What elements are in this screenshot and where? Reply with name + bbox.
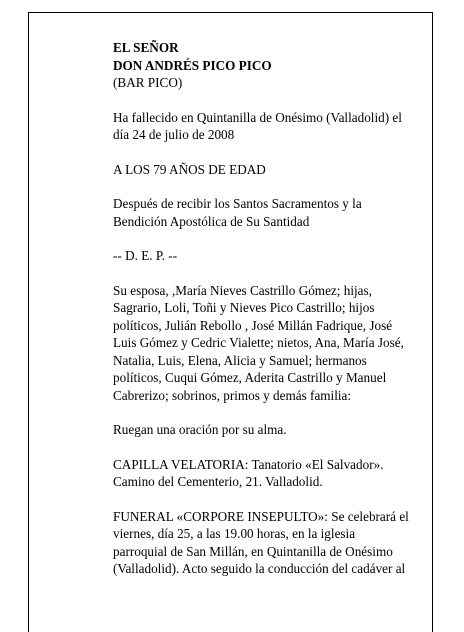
age-text: A LOS 79 AÑOS DE EDAD xyxy=(113,161,266,177)
death-notice-line: Ha fallecido en Quintanilla de Onésimo (Valladolid) el xyxy=(113,109,402,125)
sacraments-line: Bendición Apostólica de Su Santidad xyxy=(113,213,310,229)
family-line: políticos, Julián Rebollo , José Millán Fadrique, José xyxy=(113,317,393,333)
age-line xyxy=(113,161,423,179)
funeral-line: FUNERAL «CORPORE INSEPULTO»: Se celebrará el xyxy=(113,508,409,524)
family-line: Cabrerizo; sobrinos, primos y demás familia: xyxy=(113,387,352,403)
prayer-text: Ruegan una oración por su alma. xyxy=(113,422,287,437)
family-line: Natalia, Luis, Elena, Alicia y Samuel; hermanos xyxy=(113,352,367,368)
funeral-line: parroquial de San Millán, en Quintanilla de Onésimo xyxy=(113,543,393,559)
funeral-line: (Valladolid). Acto seguido la conducción del cadáver al xyxy=(113,561,406,576)
chapel-line: Camino del Cementerio, 21. Valladolid. xyxy=(113,474,323,489)
funeral-line: viernes, día 25, a las 19.00 horas, en la iglesia xyxy=(113,526,356,541)
deceased-business: (BAR PICO) xyxy=(113,75,183,90)
sacraments-paragraph xyxy=(113,195,423,230)
obituary-text xyxy=(113,39,423,595)
rip-text: -- D. E. P. -- xyxy=(113,248,178,263)
chapel-line: CAPILLA VELATORIA: Tanatorio «El Salvador». xyxy=(113,456,384,472)
family-line: políticos, Cuqui Gómez, Aderita Castrillo y Manuel xyxy=(113,370,387,385)
deceased-name: DON ANDRÉS PICO PICO xyxy=(113,57,272,73)
family-line: Luis Gómez y Cedric Vialette; nietos, Ana, María José, xyxy=(113,335,404,350)
death-notice xyxy=(113,109,423,144)
funeral-paragraph xyxy=(113,508,423,578)
deceased-title: EL SEÑOR xyxy=(113,40,179,55)
family-paragraph xyxy=(113,282,423,405)
rip-line xyxy=(113,247,423,265)
family-line: Su esposa, ,María Nieves Castrillo Gómez; hijas, xyxy=(113,282,372,298)
family-line: Sagrario, Loli, Toñi y Nieves Pico Castrillo; hijos xyxy=(113,300,375,315)
deceased-name-block xyxy=(113,39,423,92)
chapel-paragraph xyxy=(113,456,423,491)
death-notice-line: día 24 de julio de 2008 xyxy=(113,127,235,142)
prayer-line xyxy=(113,421,423,439)
sacraments-line: Después de recibir los Santos Sacramentos y la xyxy=(113,196,362,211)
